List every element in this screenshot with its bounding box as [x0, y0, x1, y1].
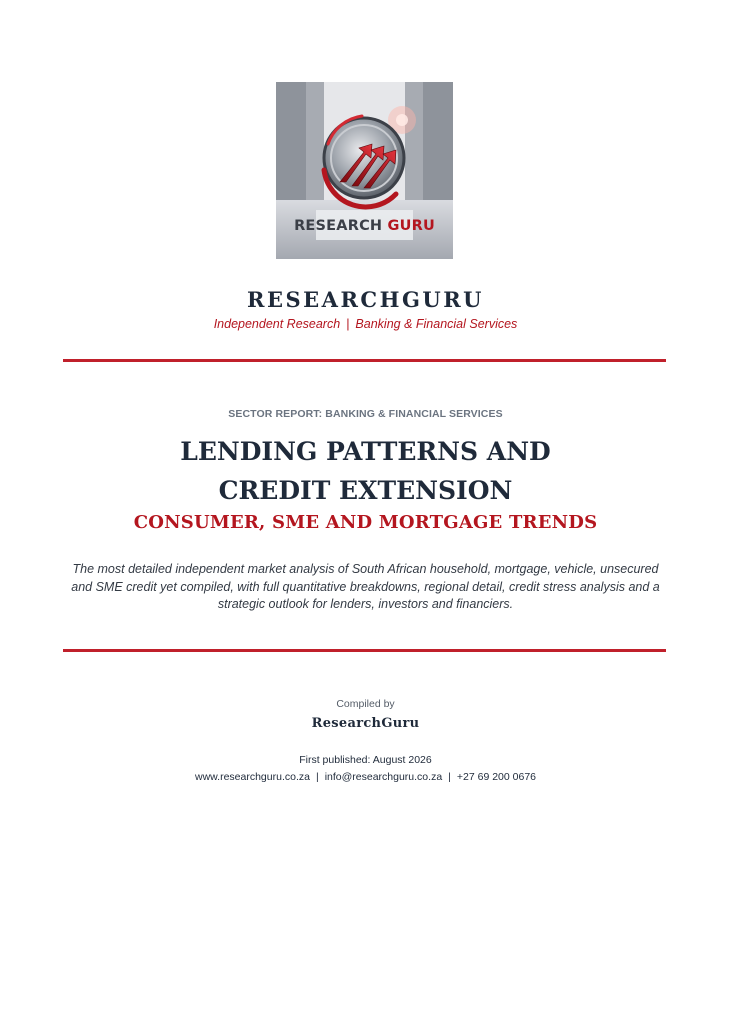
tagline-part-2: Banking & Financial Services: [355, 317, 518, 331]
publication-date: First published: August 2026: [299, 754, 432, 766]
tagline-separator: |: [346, 317, 350, 331]
report-title-line-2: CREDIT EXTENSION: [218, 476, 513, 505]
research-guru-logo: [276, 82, 453, 259]
logo-word-research: RESEARCH: [294, 218, 383, 234]
brand-tagline: [0, 317, 731, 331]
compiled-by-label: Compiled by: [336, 698, 395, 710]
contact-line: [0, 771, 731, 783]
report-title: [0, 432, 731, 510]
report-summary: The most detailed independent market analysis of South African household, mortgage, vehicle, unsecured and SME credit yet compiled, with full quantitative breakdowns, regional detail, credit stress analysis and a strategic outlook for lenders, investors and financiers.: [71, 562, 660, 611]
logo-wordmark: [276, 218, 453, 234]
contact-separator-1: |: [315, 771, 319, 783]
bottom-divider: [63, 649, 666, 652]
compiled-by-name: ResearchGuru: [311, 716, 420, 731]
contact-separator-2: |: [448, 771, 451, 783]
report-title-line-1: LENDING PATTERNS AND: [180, 437, 551, 466]
website-link[interactable]: www.researchguru.co.za: [194, 771, 310, 783]
tagline-part-1: Independent Research: [213, 317, 341, 331]
report-kicker: SECTOR REPORT: BANKING & FINANCIAL SERVICES: [228, 408, 503, 420]
top-divider: [63, 359, 666, 362]
phone-number: +27 69 200 0676: [456, 771, 537, 783]
report-subtitle: CONSUMER, SME AND MORTGAGE TRENDS: [133, 512, 598, 533]
email-link[interactable]: info@researchguru.co.za: [324, 771, 443, 783]
brand-name: RESEARCHGURU: [247, 287, 484, 312]
logo-word-guru: GURU: [387, 218, 435, 234]
